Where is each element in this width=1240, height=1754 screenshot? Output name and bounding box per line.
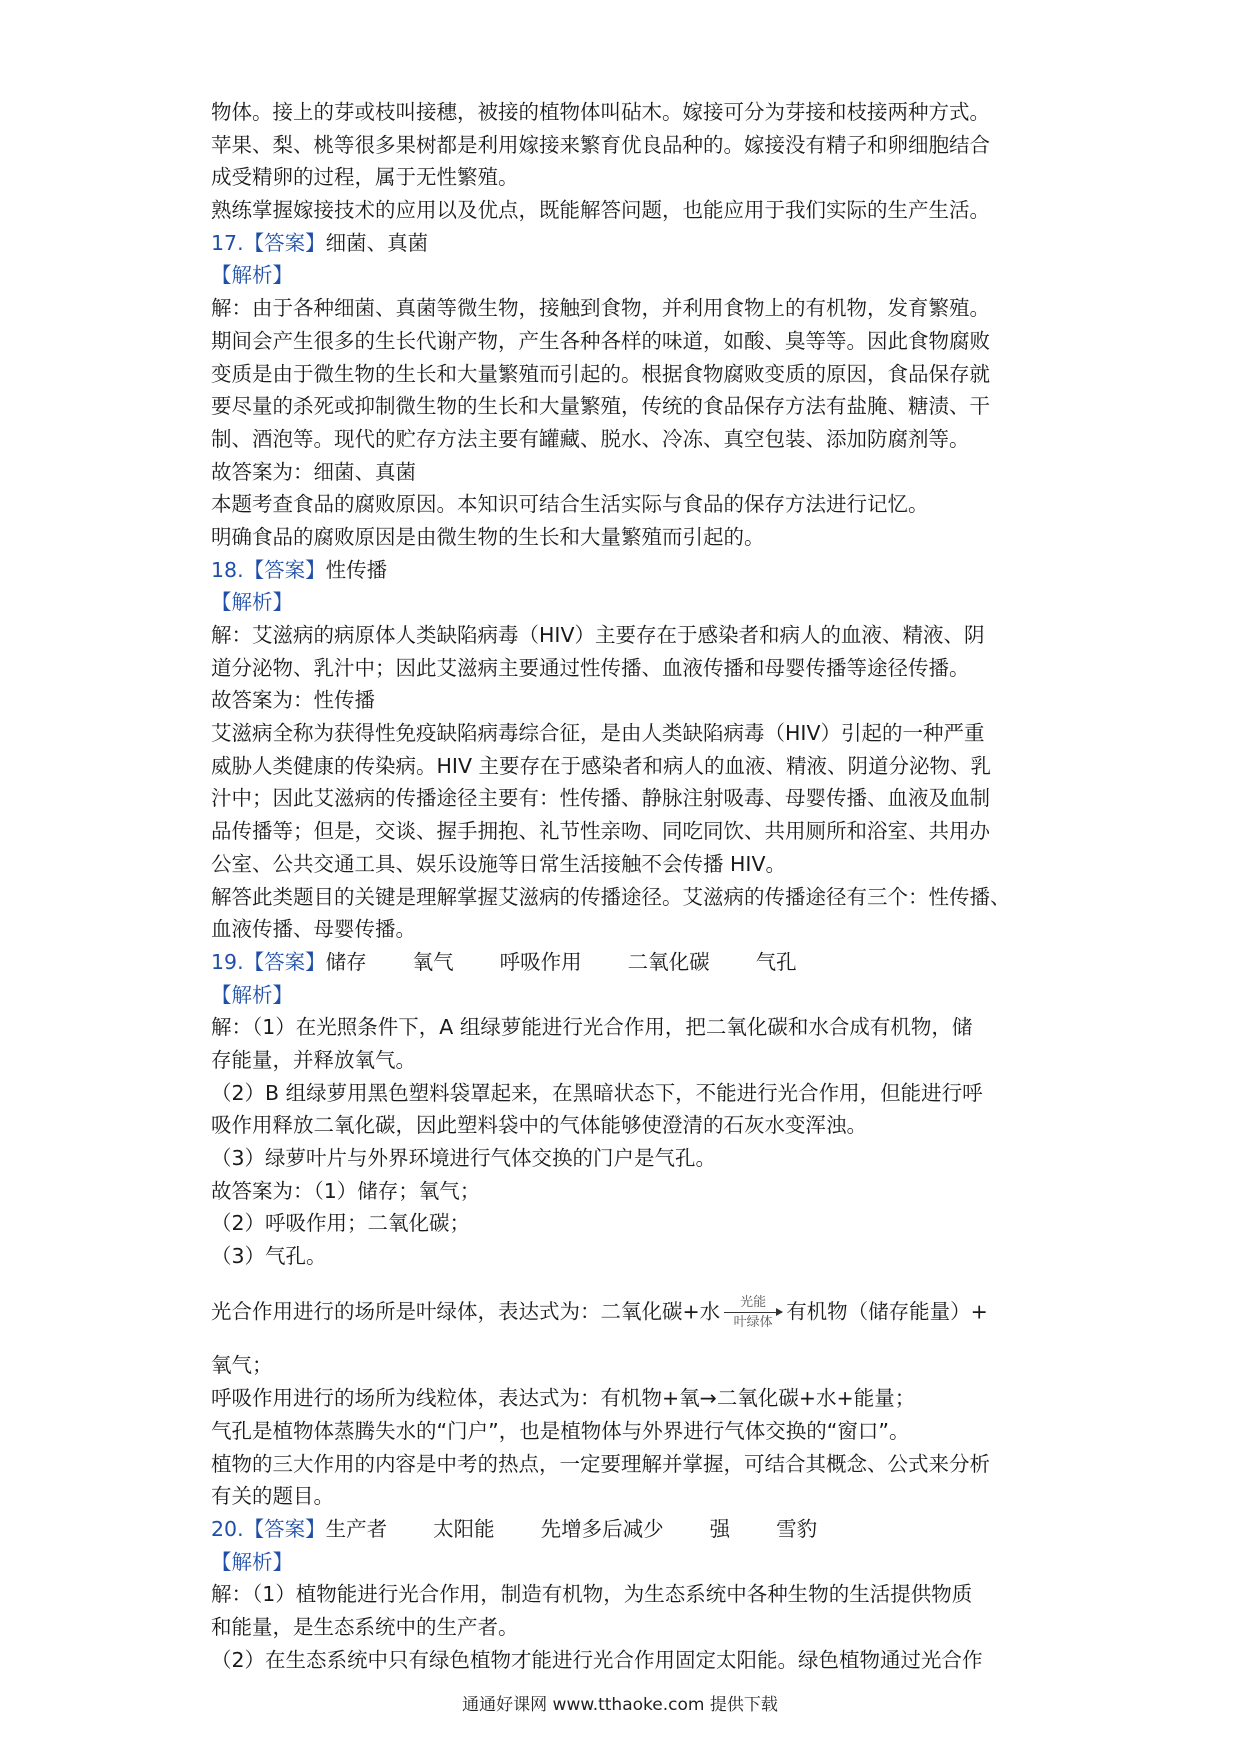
question-19-answer: [211, 946, 1041, 979]
answer-blank: 生产者: [325, 1516, 388, 1541]
question-18-answer: [211, 554, 1041, 587]
text-line: 氧气；: [211, 1353, 273, 1378]
answer-blank: 二氧化碳: [627, 949, 710, 974]
analysis-tag: 【解析】: [211, 982, 293, 1007]
question-number: 20.: [211, 1516, 244, 1541]
text-line: 本题考查食品的腐败原因。本知识可结合生活实际与食品的保存方法进行记忆。: [211, 492, 929, 517]
text-line: 气孔是植物体蒸腾失水的“门户”，也是植物体与外界进行气体交换的“窗口”。: [211, 1418, 910, 1443]
text-line: 血液传播、母婴传播。: [211, 917, 416, 942]
analysis-tag: 【解析】: [211, 1549, 293, 1574]
text-line: （2）在生态系统中只有绿色植物才能进行光合作用固定太阳能。绿色植物通过光合作: [211, 1647, 983, 1672]
text-line: 成受精卵的过程，属于无性繁殖。: [211, 165, 519, 190]
document-page: [211, 96, 1041, 1676]
analysis-tag: 【解析】: [211, 263, 293, 288]
text-line: 故答案为：（1）储存；氧气；: [211, 1178, 481, 1203]
analysis-tag: 【解析】: [211, 590, 293, 615]
text-line: （3）绿萝叶片与外界环境进行气体交换的门户是气孔。: [211, 1146, 717, 1170]
text-line: 变质是由于微生物的生长和大量繁殖而引起的。根据食物腐败变质的原因，食品保存就: [211, 361, 990, 386]
reaction-arrow: [724, 1295, 782, 1330]
text-line: 威胁人类健康的传染病。HIV 主要存在于感染者和病人的血液、精液、阴道分泌物、乳: [211, 753, 991, 778]
answer-tag: 【答案】: [243, 557, 326, 582]
text-line: 汁中；因此艾滋病的传播途径主要有：性传播、静脉注射吸毒、母婴传播、血液及血制: [211, 786, 990, 811]
question-number: 17.: [211, 230, 244, 255]
photosynthesis-formula: [211, 1295, 1041, 1328]
text-line: 公室、公共交通工具、娱乐设施等日常生活接触不会传播 HIV。: [211, 851, 786, 876]
formula-suffix: 有机物（储存能量）+: [786, 1299, 988, 1324]
answer-blank: 呼吸作用: [499, 949, 582, 974]
text-line: 道分泌物、乳汁中；因此艾滋病主要通过性传播、血液传播和母婴传播等途径传播。: [211, 655, 970, 680]
text-line: 解答此类题目的关键是理解掌握艾滋病的传播途径。艾滋病的传播途径有三个：性传播、: [211, 884, 1011, 909]
answer-text: 性传播: [325, 557, 388, 582]
answer-blank: 雪豹: [776, 1516, 818, 1541]
answer-blank: 先增多后减少: [540, 1516, 664, 1541]
answer-tag: 【答案】: [243, 230, 326, 255]
text-line: 制、酒泡等。现代的贮存方法主要有罐藏、脱水、冷冻、真空包装、添加防腐剂等。: [211, 426, 970, 451]
answer-blank: 储存: [325, 949, 367, 974]
text-line: 故答案为：细菌、真菌: [211, 459, 416, 484]
text-line: （2）B 组绿萝用黑色塑料袋罩起来，在黑暗状态下，不能进行光合作用，但能进行呼: [211, 1080, 983, 1105]
text-line: （3）气孔。: [211, 1244, 327, 1269]
formula-prefix: 光合作用进行的场所是叶绿体，表达式为：二氧化碳+水: [211, 1299, 721, 1324]
question-number: 18.: [211, 557, 244, 582]
question-17-answer: [211, 227, 1041, 260]
text-line: 物体。接上的芽或枝叫接穗，被接的植物体叫砧木。嫁接可分为芽接和枝接两种方式。: [211, 100, 990, 124]
text-line: 有关的题目。: [211, 1484, 334, 1509]
arrow-top-label: 光能: [740, 1294, 767, 1310]
text-line: 故答案为：性传播: [211, 688, 375, 713]
text-line: 呼吸作用进行的场所为线粒体，表达式为：有机物+氧→二氧化碳+水+能量；: [211, 1386, 916, 1411]
arrow-bottom-label: 叶绿体: [733, 1314, 773, 1330]
text-line: 解：（1）植物能进行光合作用，制造有机物，为生态系统中各种生物的生活提供物质: [211, 1582, 973, 1607]
answer-tag: 【答案】: [243, 949, 326, 974]
text-line: 吸作用释放二氧化碳，因此塑料袋中的气体能够使澄清的石灰水变浑浊。: [211, 1113, 867, 1138]
answer-blank: 气孔: [755, 949, 797, 974]
text-line: 明确食品的腐败原因是由微生物的生长和大量繁殖而引起的。: [211, 524, 765, 549]
text-line: 植物的三大作用的内容是中考的热点，一定要理解并掌握，可结合其概念、公式来分析: [211, 1451, 990, 1476]
text-line: 苹果、梨、桃等很多果树都是利用嫁接来繁育优良品种的。嫁接没有精子和卵细胞结合: [211, 132, 990, 157]
answer-blank: 太阳能: [433, 1516, 495, 1541]
arrow-line-icon: [724, 1312, 782, 1313]
answer-tag: 【答案】: [243, 1516, 326, 1541]
question-20-answer: [211, 1513, 1041, 1546]
page-footer: 通通好课网 www.tthaoke.com 提供下载: [462, 1695, 778, 1715]
answer-text: 细菌、真菌: [325, 230, 429, 255]
text-line: 和能量，是生态系统中的生产者。: [211, 1614, 519, 1639]
text-line: 解：（1）在光照条件下，A 组绿萝能进行光合作用，把二氧化碳和水合成有机物，储: [211, 1015, 973, 1040]
text-line: 解：由于各种细菌、真菌等微生物，接触到食物，并利用食物上的有机物，发育繁殖。: [211, 296, 990, 321]
text-line: 存能量，并释放氧气。: [211, 1047, 416, 1072]
answer-blank: 强: [709, 1516, 731, 1541]
text-line: 艾滋病全称为获得性免疫缺陷病毒综合征，是由人类缺陷病毒（HIV）引起的一种严重: [211, 721, 985, 746]
answer-blank: 氧气: [412, 949, 454, 974]
question-number: 19.: [211, 949, 244, 974]
text-line: 品传播等；但是，交谈、握手拥抱、礼节性亲吻、同吃同饮、共用厕所和浴室、共用办: [211, 819, 990, 844]
text-line: 解：艾滋病的病原体人类缺陷病毒（HIV）主要存在于感染者和病人的血液、精液、阴: [211, 623, 985, 647]
text-line: 要尽量的杀死或抑制微生物的生长和大量繁殖，传统的食品保存方法有盐腌、糖渍、干: [211, 394, 990, 419]
text-line: 熟练掌握嫁接技术的应用以及优点，既能解答问题，也能应用于我们实际的生产生活。: [211, 198, 990, 223]
text-line: 期间会产生很多的生长代谢产物，产生各种各样的味道，如酸、臭等等。因此食物腐败: [211, 328, 990, 353]
text-line: （2）呼吸作用；二氧化碳；: [211, 1211, 471, 1236]
